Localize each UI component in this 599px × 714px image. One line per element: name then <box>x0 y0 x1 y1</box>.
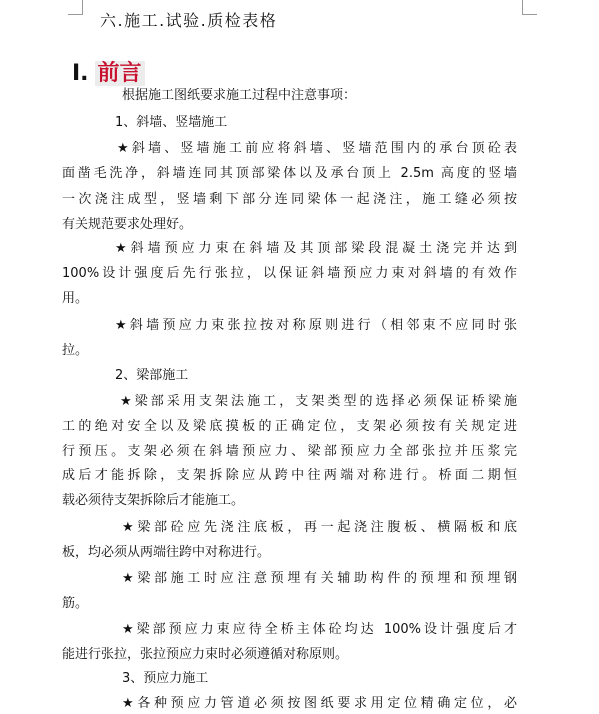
paragraph-line: 能进行张拉，张拉预应力束时必须遵循对称原则。 <box>62 647 349 662</box>
paragraph-line: ★各种预应力管道必须按图纸要求用定位精确定位，必 <box>122 696 517 711</box>
paragraph-line: ★梁部预应力束应待全桥主体砼均达 100%设计强度后才 <box>122 622 517 637</box>
paragraph-line: ★梁部砼应先浇注底板，再一起浇注腹板、横隔板和底 <box>122 520 517 535</box>
paragraph-line: ★斜墙预应力束在斜墙及其顶部梁段混凝土浇完并达到 <box>115 241 517 256</box>
paragraph-line: 一次浇注成型，竖墙剩下部分连同梁体一起浇注，施工缝必须按 <box>62 192 517 207</box>
subsection-heading: 3、预应力施工 <box>122 671 209 686</box>
subsection-heading: 2、梁部施工 <box>115 368 189 383</box>
paragraph-line: ★梁部采用支架法施工，支架类型的选择必须保证桥梁施 <box>120 394 517 409</box>
paragraph-line: 面凿毛洗净，斜墙连同其顶部梁体以及承台顶上 2.5m 高度的竖墙 <box>62 166 517 181</box>
page-heading: 六.施工.试验.质检表格 <box>100 11 278 30</box>
subsection-heading: 1、斜墙、竖墙施工 <box>115 115 228 130</box>
page-corner-mark-right <box>522 0 537 15</box>
paragraph-line: 筋。 <box>62 596 89 611</box>
paragraph-line: 载必须待支架拆除后才能施工。 <box>62 493 245 508</box>
section-title: 前言 <box>95 61 145 86</box>
paragraph-line: 100%设计强度后先行张拉，以保证斜墙预应力束对斜墙的有效作 <box>62 266 517 281</box>
paragraph-line: 板，均必须从两端往跨中对称进行。 <box>62 545 271 560</box>
paragraph-line: ★梁部施工时应注意预埋有关辅助构件的预埋和预埋钢 <box>122 571 517 586</box>
paragraph-line: ★斜墙、竖墙施工前应将斜墙、竖墙范围内的承台顶砼表 <box>117 141 517 156</box>
page-corner-mark-left <box>68 0 83 15</box>
intro-line: 根据施工图纸要求施工过程中注意事项： <box>122 88 357 103</box>
section-number: Ⅰ. <box>72 61 89 86</box>
paragraph-line: 拉。 <box>62 343 89 358</box>
paragraph-line: 工的绝对安全以及梁底摸板的正确定位，支架必须按有关规定进 <box>62 419 517 434</box>
paragraph-line: 有关规范要求处理好。 <box>62 217 193 232</box>
paragraph-line: 用。 <box>62 291 89 306</box>
paragraph-line: 行预压。支架必须在斜墙预应力、梁部预应力全部张拉并压浆完 <box>62 444 517 459</box>
paragraph-line: ★斜墙预应力束张拉按对称原则进行（相邻束不应同时张 <box>115 318 517 333</box>
section-heading <box>72 56 145 87</box>
paragraph-line: 成后才能拆除，支架拆除应从跨中往两端对称进行。桥面二期恒 <box>62 468 517 483</box>
